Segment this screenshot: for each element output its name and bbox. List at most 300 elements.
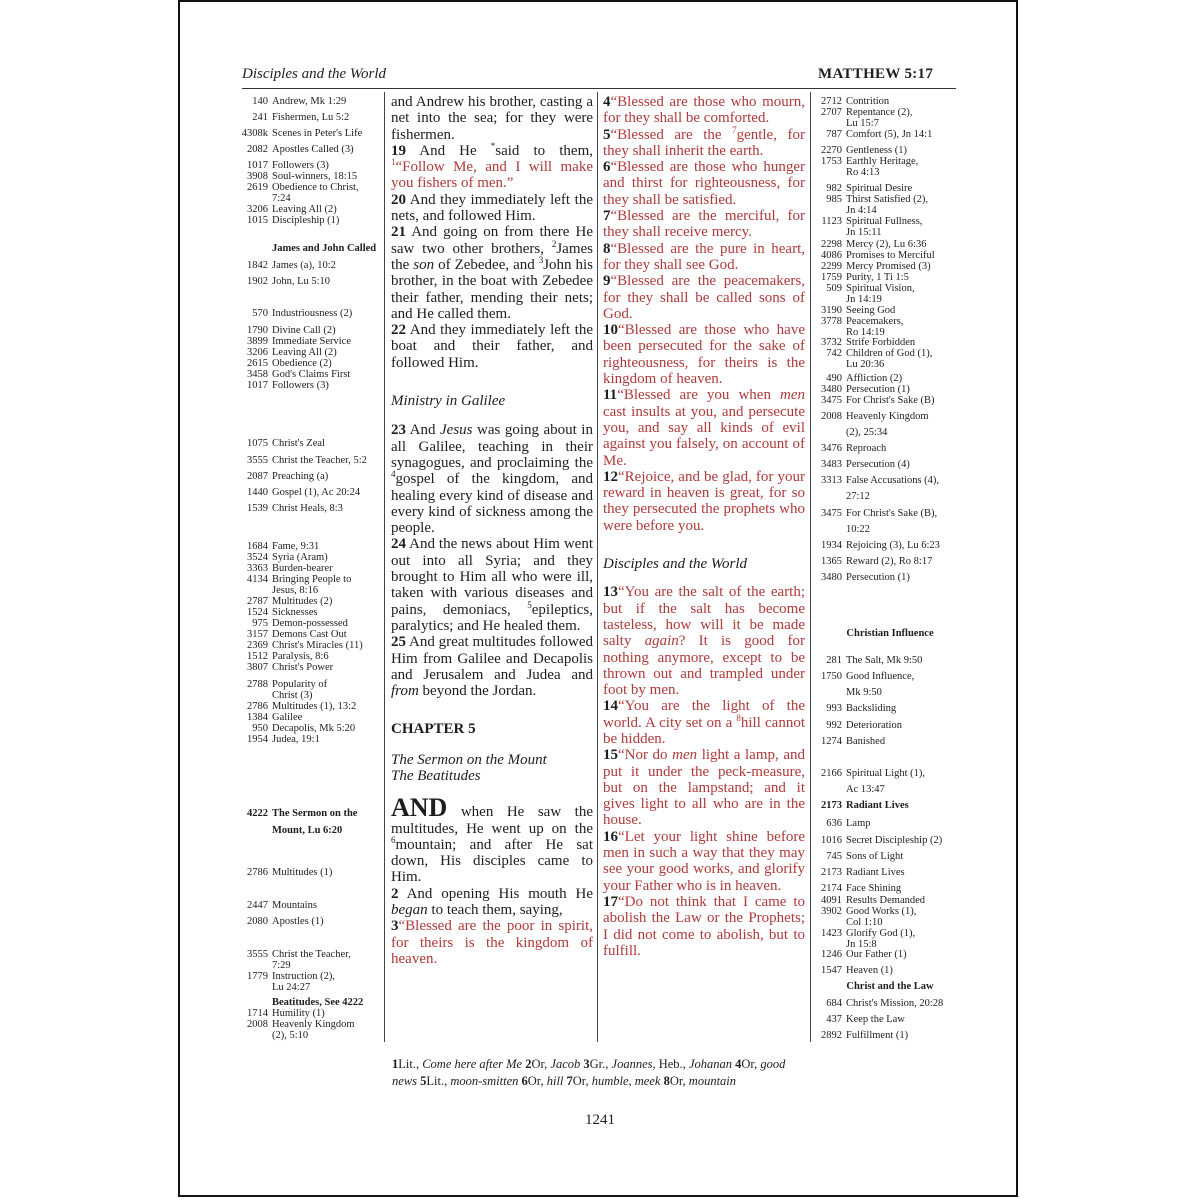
footnote: 6Or, hill xyxy=(521,1073,564,1088)
verse-23: 23 And Jesus was going about in all Galilee, teaching in their synagogues, and proclaiming the $^4$gospel of the kingdom, and healing every kind of disease and every kind of sickness among the people. xyxy=(391,422,593,537)
verse-19: 19 And He *said to them, $^1$“Follow Me, and I will make you fishers of men.” xyxy=(391,140,593,192)
cross-reference-entry xyxy=(815,949,965,960)
cross-reference-number: 1842 xyxy=(247,260,268,271)
cross-reference-number: 1902 xyxy=(247,276,268,287)
cross-reference-entry xyxy=(241,369,381,380)
cross-reference-topic: Secret Discipleship (2) xyxy=(846,835,943,846)
cross-reference-entry xyxy=(815,294,965,305)
cross-reference-entry xyxy=(241,1030,381,1041)
cross-reference-topic: Ac 13:47 xyxy=(846,784,885,795)
cross-reference-number: 2369 xyxy=(247,640,268,651)
cross-reference-topic: James and John Called xyxy=(272,243,377,254)
cross-reference-entry xyxy=(241,1008,381,1019)
section-heading: Disciples and the World xyxy=(603,556,748,573)
cross-reference-topic: Keep the Law xyxy=(846,1014,905,1025)
cross-reference-entry xyxy=(241,960,381,971)
cross-reference-entry xyxy=(815,283,965,294)
cross-reference-number: 3480 xyxy=(821,572,842,583)
cross-reference-number: 2707 xyxy=(821,107,842,118)
cross-reference-number: 1790 xyxy=(247,325,268,336)
cross-reference-number: 1365 xyxy=(821,556,842,567)
cross-reference-topic: Children of God (1), xyxy=(846,348,933,359)
cross-reference-topic: Obedience to Christ, xyxy=(272,182,359,193)
cross-reference-topic: Christ's Miracles (11) xyxy=(272,640,363,651)
cross-reference-entry xyxy=(815,768,965,779)
cross-reference-number: 3524 xyxy=(247,552,268,563)
cross-reference-number: 3190 xyxy=(821,305,842,316)
cross-reference-entry xyxy=(815,524,965,535)
cross-reference-entry xyxy=(815,183,965,194)
cross-reference-number: 1246 xyxy=(821,949,842,960)
cross-reference-entry xyxy=(241,112,381,123)
cross-reference-number: 490 xyxy=(826,373,842,384)
cross-reference-topic: Mk 9:50 xyxy=(846,687,882,698)
cross-reference-topic: Christ the Teacher, 5:2 xyxy=(272,455,367,466)
cross-reference-entry xyxy=(815,145,965,156)
cross-reference-topic: Ro 4:13 xyxy=(846,167,880,178)
cross-reference-topic: Multitudes (1), 13:2 xyxy=(272,701,357,712)
cross-reference-number: 4134 xyxy=(247,574,268,585)
cross-reference-number: 2615 xyxy=(247,358,268,369)
cross-reference-number: 3480 xyxy=(821,384,842,395)
cross-reference-topic: Reward (2), Ro 8:17 xyxy=(846,556,933,567)
cross-reference-topic: For Christ's Sake (B) xyxy=(846,395,935,406)
cross-reference-topic: Persecution (4) xyxy=(846,459,910,470)
cross-reference-topic: Obedience (2) xyxy=(272,358,332,369)
cross-reference-entry xyxy=(241,574,381,585)
cross-reference-topic: Lu 24:27 xyxy=(272,982,311,993)
cross-reference-topic: (2), 5:10 xyxy=(272,1030,309,1041)
cross-reference-number: 950 xyxy=(252,723,268,734)
cross-reference-topic: Earthly Heritage, xyxy=(846,156,919,167)
cross-reference-number: 1547 xyxy=(821,965,842,976)
cross-reference-number: 2787 xyxy=(247,596,268,607)
cross-reference-entry xyxy=(815,427,965,438)
cross-reference-entry xyxy=(815,851,965,862)
cross-reference-number: 1954 xyxy=(247,734,268,745)
cross-reference-topic: (2), 25:34 xyxy=(846,427,888,438)
cross-reference-topic: Demon-possessed xyxy=(272,618,348,629)
cross-reference-topic: Spiritual Vision, xyxy=(846,283,915,294)
cross-reference-number: 2008 xyxy=(247,1019,268,1030)
cross-reference-number: 745 xyxy=(826,851,842,862)
cross-reference-entry xyxy=(815,491,965,502)
cross-reference-topic: Reproach xyxy=(846,443,887,454)
cross-reference-entry xyxy=(241,808,381,819)
cross-reference-number: 3458 xyxy=(247,369,268,380)
cross-reference-entry xyxy=(815,316,965,327)
cross-reference-number: 2082 xyxy=(247,144,268,155)
verse-13: 13“You are the salt of the earth; but if the salt has become tasteless, how will it be made salty again? It is good for nothing anymore, except to be thrown out and trampled under foot by men. xyxy=(603,584,805,699)
cross-reference-topic: Heavenly Kingdom xyxy=(272,1019,355,1030)
cross-reference-topic: Paralysis, 8:6 xyxy=(272,651,329,662)
cross-reference-entry xyxy=(815,628,965,639)
cross-reference-number: 2166 xyxy=(821,768,842,779)
page-number: 1241 xyxy=(585,1112,615,1128)
footnote: 1Lit., Come here after Me xyxy=(392,1057,523,1071)
cross-reference-topic: Persecution (1) xyxy=(846,572,910,583)
cross-reference-number: 2174 xyxy=(821,883,842,894)
cross-reference-number: 1539 xyxy=(247,503,268,514)
cross-reference-number: 437 xyxy=(826,1014,842,1025)
cross-reference-number: 993 xyxy=(826,703,842,714)
cross-reference-topic: Syria (Aram) xyxy=(272,552,328,563)
cross-reference-number: 2892 xyxy=(821,1030,842,1041)
cross-reference-entry xyxy=(815,508,965,519)
verse-12: 12“Rejoice, and be glad, for your reward in heaven is great, for so they persecuted the prophets who were before you. xyxy=(603,468,805,534)
cross-reference-entry xyxy=(815,671,965,682)
cross-reference-entry xyxy=(241,1019,381,1030)
footnote: 2Or, Jacob xyxy=(525,1057,581,1071)
cross-reference-topic: Peacemakers, xyxy=(846,316,904,327)
cross-reference-entry xyxy=(815,572,965,583)
cross-reference-number: 2298 xyxy=(821,239,842,250)
cross-reference-number: 3807 xyxy=(247,662,268,673)
cross-reference-number: 2786 xyxy=(247,701,268,712)
cross-reference-entry xyxy=(815,227,965,238)
cross-reference-entry xyxy=(815,703,965,714)
running-header-right: MATTHEW 5:17 xyxy=(818,66,934,82)
cross-reference-topic: Humility (1) xyxy=(272,1008,325,1019)
cross-reference-number: 281 xyxy=(826,655,842,666)
verse-25: 25 And great multitudes followed Him from Galilee and Decapolis and Jerusalem and Judea and from beyond the Jordan. xyxy=(391,634,593,700)
cross-reference-number: 684 xyxy=(826,998,842,1009)
section-heading: The Beatitudes xyxy=(391,767,481,784)
cross-reference-entry xyxy=(815,965,965,976)
cross-reference-topic: Fishermen, Lu 5:2 xyxy=(272,112,350,123)
cross-reference-number: 2008 xyxy=(821,411,842,422)
cross-reference-number: 1016 xyxy=(821,835,842,846)
cross-reference-topic: Beatitudes, See 4222 xyxy=(272,997,364,1008)
cross-reference-topic: Rejoicing (3), Lu 6:23 xyxy=(846,540,940,551)
cross-reference-topic: Christ the Teacher, xyxy=(272,949,351,960)
footnote: 7Or, humble, meek xyxy=(566,1073,661,1088)
cross-reference-topic: Industriousness (2) xyxy=(272,308,353,319)
verse-9: 9“Blessed are the peacemakers, for they shall be called sons of God. xyxy=(603,273,805,322)
cross-reference-topic: Instruction (2), xyxy=(272,971,335,982)
cross-reference-entry xyxy=(241,260,381,271)
cross-reference-number: 1750 xyxy=(821,671,842,682)
cross-reference-topic: Our Father (1) xyxy=(846,949,907,960)
cross-reference-entry xyxy=(241,541,381,552)
cross-reference-topic: Spiritual Light (1), xyxy=(846,768,926,779)
cross-reference-topic: Strife Forbidden xyxy=(846,337,916,348)
cross-reference-entry xyxy=(815,205,965,216)
cross-reference-entry xyxy=(815,720,965,731)
verse-3: 3“Blessed are the poor in spirit, for theirs is the kingdom of heaven. xyxy=(391,918,593,967)
cross-reference-topic: Galilee xyxy=(272,712,303,723)
cross-reference-topic: Good Works (1), xyxy=(846,906,917,917)
cross-reference-topic: Multitudes (2) xyxy=(272,596,333,607)
cross-reference-entry xyxy=(815,250,965,261)
cross-reference-entry xyxy=(241,734,381,745)
verse-6: 6“Blessed are those who hunger and thirst for righteousness, for they shall be satisfied. xyxy=(603,159,805,208)
cross-reference-entry xyxy=(241,358,381,369)
drop-cap: AND xyxy=(391,793,448,823)
cross-reference-entry xyxy=(241,171,381,182)
cross-reference-number: 3899 xyxy=(247,336,268,347)
cross-reference-entry xyxy=(815,835,965,846)
cross-reference-topic: Apostles (1) xyxy=(272,916,324,927)
cross-reference-topic: Sicknesses xyxy=(272,607,318,618)
cross-reference-entry xyxy=(815,687,965,698)
cross-reference-entry xyxy=(241,690,381,701)
cross-reference-entry xyxy=(815,216,965,227)
cross-reference-number: 1714 xyxy=(247,1008,268,1019)
section-heading: The Sermon on the Mount xyxy=(391,751,547,768)
cross-reference-number: 3902 xyxy=(821,906,842,917)
cross-reference-number: 1423 xyxy=(821,928,842,939)
verse-2: 2 And opening His mouth He began to teach them, saying, xyxy=(391,885,593,919)
cross-reference-entry xyxy=(241,997,381,1008)
cross-reference-number: 1779 xyxy=(247,971,268,982)
cross-reference-number: 2087 xyxy=(247,471,268,482)
cross-reference-number: 1017 xyxy=(247,160,268,171)
cross-reference-number: 2788 xyxy=(247,679,268,690)
footnote: 3Gr., Joannes, Heb., Johanan xyxy=(583,1057,732,1071)
cross-reference-number: 2080 xyxy=(247,916,268,927)
cross-reference-entry xyxy=(241,867,381,878)
cross-reference-number: 3732 xyxy=(821,337,842,348)
verse-21: 21 And going on from there He saw two other brothers, $^2$James the son of Zebedee, and $^3$John his brother, in the boat with Zebedee their father, mending their nets; and He called them. xyxy=(391,224,594,322)
cross-reference-topic: Jn 15:8 xyxy=(846,939,877,950)
footnote: 4Or, good news xyxy=(392,1057,786,1088)
cross-reference-entry xyxy=(241,471,381,482)
cross-reference-topic: Fulfillment (1) xyxy=(846,1030,909,1041)
cross-reference-number: 2173 xyxy=(821,800,842,811)
cross-reference-topic: Preaching (a) xyxy=(272,471,329,482)
cross-reference-topic: Persecution (1) xyxy=(846,384,910,395)
cross-reference-entry xyxy=(241,487,381,498)
verse-7: 7“Blessed are the merciful, for they shall receive mercy. xyxy=(603,208,805,241)
cross-reference-topic: Col 1:10 xyxy=(846,917,883,928)
cross-reference-topic: Christ Heals, 8:3 xyxy=(272,503,343,514)
cross-reference-topic: Christian Influence xyxy=(846,628,934,639)
cross-reference-topic: For Christ's Sake (B), xyxy=(846,508,938,519)
cross-reference-topic: Face Shining xyxy=(846,883,902,894)
cross-reference-entry xyxy=(241,455,381,466)
cross-reference-topic: Lu 15:7 xyxy=(846,118,879,129)
cross-reference-topic: Contrition xyxy=(846,96,890,107)
cross-reference-entry xyxy=(241,325,381,336)
cross-reference-topic: Fame, 9:31 xyxy=(272,541,320,552)
cross-reference-number: 2712 xyxy=(821,96,842,107)
cross-reference-topic: Good Influence, xyxy=(846,671,915,682)
cross-reference-number: 1075 xyxy=(247,438,268,449)
cross-reference-number: 1934 xyxy=(821,540,842,551)
cross-reference-number: 3475 xyxy=(821,508,842,519)
cross-reference-entry xyxy=(241,563,381,574)
cross-reference-topic: Results Demanded xyxy=(846,895,926,906)
cross-reference-topic: Jn 14:19 xyxy=(846,294,882,305)
cross-reference-topic: Lamp xyxy=(846,818,871,829)
cross-reference-number: 3555 xyxy=(247,949,268,960)
cross-reference-topic: False Accusations (4), xyxy=(846,475,940,486)
cross-reference-topic: Apostles Called (3) xyxy=(272,144,354,155)
cross-reference-topic: Leaving All (2) xyxy=(272,204,337,215)
cross-reference-topic: Spiritual Fullness, xyxy=(846,216,923,227)
cross-reference-entry xyxy=(815,818,965,829)
cross-reference-topic: Thirst Satisfied (2), xyxy=(846,194,928,205)
cross-reference-entry xyxy=(815,895,965,906)
cross-reference-topic: Scenes in Peter's Life xyxy=(272,128,363,139)
cross-reference-entry xyxy=(241,701,381,712)
footnote: 5Lit., moon-smitten xyxy=(420,1073,519,1088)
cross-reference-topic: Heaven (1) xyxy=(846,965,893,976)
chapter-heading: CHAPTER 5 xyxy=(391,721,476,738)
cross-reference-topic: John, Lu 5:10 xyxy=(272,276,331,287)
verse-20: 20 And they immediately left the nets, and followed Him. xyxy=(391,191,593,225)
cross-reference-entry xyxy=(241,380,381,391)
cross-reference-number: 4222 xyxy=(247,808,268,819)
cross-reference-topic: Gospel (1), Ac 20:24 xyxy=(272,487,361,498)
cross-reference-topic: Christ's Mission, 20:28 xyxy=(846,998,944,1009)
cross-reference-topic: Comfort (5), Jn 14:1 xyxy=(846,129,933,140)
cross-reference-topic: Promises to Merciful xyxy=(846,250,935,261)
cross-reference-topic: Radiant Lives xyxy=(846,800,909,811)
cross-reference-entry xyxy=(241,607,381,618)
cross-reference-topic: Heavenly Kingdom xyxy=(846,411,929,422)
cross-reference-topic: Mercy (2), Lu 6:36 xyxy=(846,239,927,250)
verse-11: 11“Blessed are you when men cast insults at you, and persecute you, and say all kinds of evil against you falsely, on account of Me. xyxy=(603,387,805,469)
cross-reference-entry xyxy=(815,96,965,107)
cross-reference-entry xyxy=(241,629,381,640)
verse-17: 17“Do not think that I came to abolish the Law or the Prophets; I did not come to abolish, but to fulfill. xyxy=(603,893,805,959)
cross-reference-entry xyxy=(815,118,965,129)
cross-reference-entry xyxy=(815,337,965,348)
cross-reference-topic: Gentleness (1) xyxy=(846,145,907,156)
cross-reference-number: 742 xyxy=(826,348,842,359)
section-heading: Ministry in Galilee xyxy=(391,393,506,410)
running-header-left: Disciples and the World xyxy=(242,66,387,82)
cross-reference-entry xyxy=(815,129,965,140)
cross-reference-number: 1274 xyxy=(821,736,842,747)
cross-reference-entry xyxy=(241,128,381,139)
cross-reference-entry xyxy=(241,662,381,673)
cross-reference-entry xyxy=(815,1030,965,1041)
cross-reference-entry xyxy=(241,276,381,287)
verse-10: 10“Blessed are those who have been persecuted for the sake of righteousness, for theirs is the kingdom of heaven. xyxy=(603,322,805,388)
cross-reference-number: 2270 xyxy=(821,145,842,156)
cross-reference-entry xyxy=(815,359,965,370)
cross-reference-entry xyxy=(241,193,381,204)
cross-reference-entry xyxy=(241,182,381,193)
cross-reference-number: 3157 xyxy=(247,629,268,640)
cross-reference-number: 3363 xyxy=(247,563,268,574)
cross-reference-topic: James (a), 10:2 xyxy=(272,260,336,271)
cross-reference-entry xyxy=(815,305,965,316)
cross-reference-topic: Jn 15:11 xyxy=(846,227,882,238)
column-divider xyxy=(597,92,598,1042)
cross-reference-topic: Demons Cast Out xyxy=(272,629,347,640)
column-divider xyxy=(810,92,811,1042)
verse-8: 8“Blessed are the pure in heart, for they shall see God. xyxy=(603,240,805,273)
cross-reference-entry xyxy=(241,336,381,347)
cross-reference-entry xyxy=(241,204,381,215)
cross-reference-number: 1759 xyxy=(821,272,842,283)
cross-reference-entry xyxy=(815,981,965,992)
cross-reference-entry xyxy=(815,475,965,486)
cross-reference-number: 509 xyxy=(826,283,842,294)
verse-14: 14“You are the light of the world. A city set on a $^8$hill cannot be hidden. xyxy=(603,698,805,747)
cross-reference-topic: Banished xyxy=(846,736,886,747)
cross-reference-number: 787 xyxy=(826,129,842,140)
cross-reference-number: 1524 xyxy=(247,607,268,618)
cross-reference-number: 4086 xyxy=(821,250,842,261)
cross-reference-entry xyxy=(241,552,381,563)
cross-reference-entry xyxy=(241,215,381,226)
cross-reference-entry xyxy=(815,736,965,747)
cross-reference-topic: Andrew, Mk 1:29 xyxy=(272,96,347,107)
cross-reference-entry xyxy=(815,395,965,406)
cross-reference-number: 3908 xyxy=(247,171,268,182)
cross-reference-entry xyxy=(241,585,381,596)
cross-reference-number: 3313 xyxy=(821,475,842,486)
cross-reference-entry xyxy=(815,156,965,167)
cross-reference-entry xyxy=(241,640,381,651)
cross-reference-entry xyxy=(815,443,965,454)
cross-reference-number: 3555 xyxy=(247,455,268,466)
cross-reference-entry xyxy=(241,596,381,607)
cross-reference-entry xyxy=(815,867,965,878)
cross-reference-topic: Multitudes (1) xyxy=(272,867,333,878)
cross-reference-topic: Decapolis, Mk 5:20 xyxy=(272,723,356,734)
cross-reference-topic: Followers (3) xyxy=(272,160,329,171)
cross-reference-topic: Deterioration xyxy=(846,720,902,731)
cross-reference-entry xyxy=(241,971,381,982)
cross-reference-entry xyxy=(815,239,965,250)
cross-reference-number: 3476 xyxy=(821,443,842,454)
cross-reference-topic: Christ's Power xyxy=(272,662,334,673)
cross-reference-topic: Christ and the Law xyxy=(846,981,934,992)
cross-reference-number: 975 xyxy=(252,618,268,629)
cross-reference-number: 4308k xyxy=(241,128,268,139)
cross-reference-entry xyxy=(241,916,381,927)
cross-reference-entry xyxy=(241,949,381,960)
cross-reference-number: 3206 xyxy=(247,347,268,358)
cross-reference-number: 2619 xyxy=(247,182,268,193)
verse-15: 15“Nor do men light a lamp, and put it under the peck-measure, but on the lampstand; and it gives light to all who are in the house. xyxy=(603,747,805,829)
cross-reference-entry xyxy=(241,723,381,734)
cross-reference-entry xyxy=(241,825,381,836)
cross-reference-number: 985 xyxy=(826,194,842,205)
cross-reference-topic: 7:24 xyxy=(272,193,291,204)
cross-reference-topic: Affliction (2) xyxy=(846,373,903,384)
cross-reference-number: 2447 xyxy=(247,900,268,911)
cross-reference-topic: Radiant Lives xyxy=(846,867,905,878)
cross-reference-topic: Purity, 1 Ti 1:5 xyxy=(846,272,909,283)
cross-reference-entry xyxy=(815,167,965,178)
cross-reference-entry xyxy=(241,160,381,171)
cross-reference-entry xyxy=(241,96,381,107)
cross-reference-entry xyxy=(815,411,965,422)
cross-reference-entry xyxy=(815,784,965,795)
cross-reference-entry xyxy=(815,194,965,205)
cross-reference-topic: Mountains xyxy=(272,900,317,911)
cross-reference-number: 3778 xyxy=(821,316,842,327)
cross-reference-topic: Leaving All (2) xyxy=(272,347,337,358)
footnote: 8Or, mountain xyxy=(663,1073,737,1088)
cross-reference-number: 1123 xyxy=(821,216,842,227)
cross-reference-topic: Judea, 19:1 xyxy=(272,734,320,745)
cross-reference-entry xyxy=(241,243,381,254)
cross-reference-topic: Christ (3) xyxy=(272,690,313,701)
cross-reference-topic: 27:12 xyxy=(846,491,870,502)
cross-reference-topic: Glorify God (1), xyxy=(846,928,916,939)
cross-reference-topic: Repentance (2), xyxy=(846,107,913,118)
cross-reference-entry xyxy=(241,503,381,514)
cross-reference-topic: Followers (3) xyxy=(272,380,329,391)
